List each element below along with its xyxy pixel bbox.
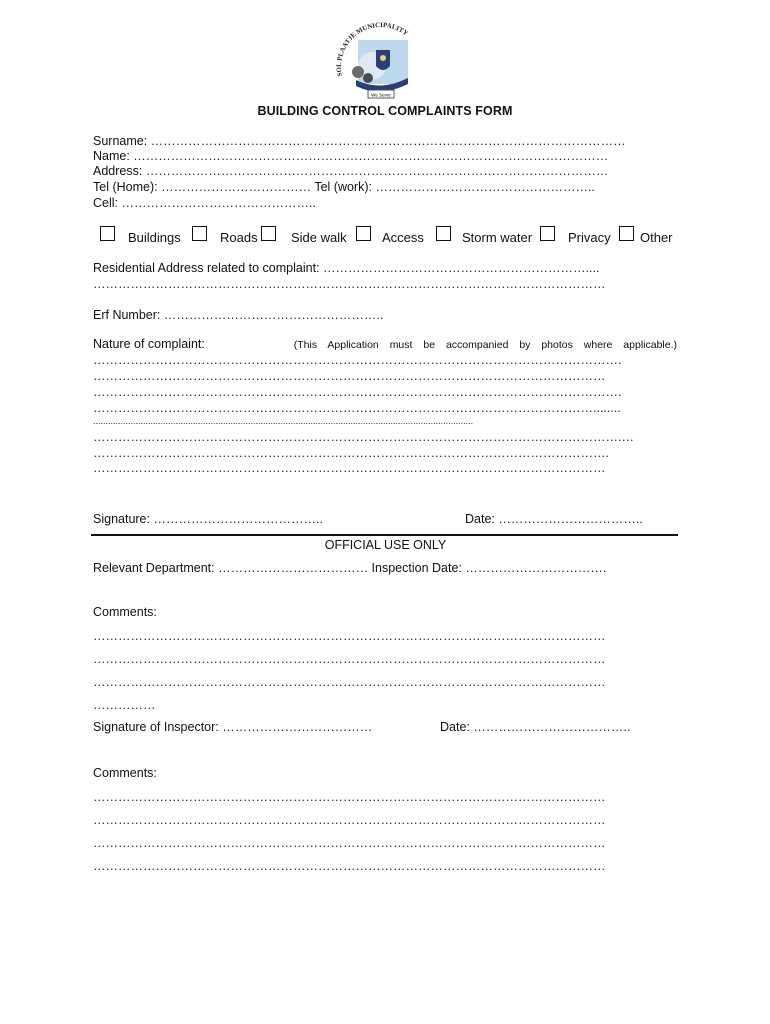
name-dots: ……………………………………………………………………………………………………	[133, 149, 609, 163]
nature-line[interactable]: ……………………………………………………………………………………………………………….	[93, 353, 622, 367]
erf-label: Erf Number:	[93, 308, 164, 322]
signature-dots: …………………………………..	[153, 512, 323, 526]
inspection-date-label: Inspection Date:	[371, 561, 466, 575]
official-row	[93, 561, 606, 575]
comment-line[interactable]: ……………	[93, 698, 156, 712]
tel-work-field[interactable]	[314, 180, 595, 194]
residential-address-field[interactable]	[93, 261, 599, 275]
relevant-department-field[interactable]	[93, 561, 372, 575]
tel-row	[93, 180, 595, 194]
name-label: Name:	[93, 149, 134, 163]
residential-label: Residential Address related to complaint:	[93, 261, 323, 275]
divider-line	[91, 534, 678, 536]
comment-line[interactable]: ……………………………………………………………………………………………………………	[93, 790, 606, 804]
tel-home-label: Tel (Home):	[93, 180, 162, 194]
date-dots: ……………………………..	[498, 512, 643, 526]
residential-dots: ………………………………………………………....	[323, 261, 600, 275]
nature-line[interactable]: ……………………………………………………………………………………………………………….	[93, 385, 622, 399]
inspector-signature-field[interactable]	[93, 720, 372, 734]
nature-line[interactable]: ……………………………………………………………………………………………………………	[93, 461, 606, 475]
nature-heading	[93, 337, 677, 352]
inspector-date-dots: ………………………………..	[473, 720, 631, 734]
name-field[interactable]	[93, 149, 608, 163]
municipality-logo	[328, 14, 432, 104]
surname-field[interactable]	[93, 134, 626, 148]
checkbox[interactable]	[261, 226, 276, 241]
official-use-heading: OFFICIAL USE ONLY	[324, 538, 447, 552]
comments-label: Comments:	[93, 605, 157, 619]
checkbox[interactable]	[192, 226, 207, 241]
tel-home-dots: ………………………………	[161, 180, 315, 194]
cell-field[interactable]	[93, 196, 316, 210]
inspection-date-dots: …………………………….	[465, 561, 607, 575]
address-label: Address:	[93, 164, 146, 178]
date-label: Date:	[465, 512, 499, 526]
relevant-department-dots: ………………………………	[218, 561, 372, 575]
signature-label: Signature:	[93, 512, 154, 526]
category-label: Access	[382, 230, 424, 245]
cell-dots: ………………………………………..	[121, 196, 316, 210]
checkbox[interactable]	[619, 226, 634, 241]
checkbox[interactable]	[100, 226, 115, 241]
erf-number-field[interactable]	[93, 308, 383, 322]
nature-line[interactable]: …………………………………………………………………………………………………………........	[93, 401, 621, 415]
residential-dots-2: ……………………………………………………………………………………………………………	[93, 277, 606, 291]
comment-line[interactable]: ……………………………………………………………………………………………………………	[93, 652, 606, 666]
logo-ribbon-text: We Serve	[371, 92, 391, 98]
nature-label: Nature of complaint:	[93, 337, 205, 351]
comment-line[interactable]: ……………………………………………………………………………………………………………	[93, 813, 606, 827]
inspector-signature-dots: ………………………………	[222, 720, 373, 734]
comments-label: Comments:	[93, 766, 157, 780]
category-label: Privacy	[568, 230, 611, 245]
nature-line[interactable]: ……………………………………………………………………………………………………………	[93, 369, 606, 383]
surname-dots: ……………………………………………………………………………………………………	[150, 134, 626, 148]
inspector-date-field[interactable]	[440, 720, 630, 734]
form-title: BUILDING CONTROL COMPLAINTS FORM	[257, 104, 513, 118]
comment-line[interactable]: ……………………………………………………………………………………………………………	[93, 836, 606, 850]
logo-arc-text: SOL PLAATJE MUNICIPALITY	[335, 21, 410, 77]
surname-label: Surname:	[93, 134, 151, 148]
nature-line[interactable]: ........................................................................................................................................................	[93, 416, 474, 426]
signature-field[interactable]	[93, 512, 323, 526]
tel-home-field[interactable]	[93, 180, 314, 194]
cell-label: Cell:	[93, 196, 122, 210]
checkbox[interactable]	[356, 226, 371, 241]
address-dots: …………………………………………………………………………………………………	[145, 164, 609, 178]
erf-dots: ……………………………………………..	[163, 308, 384, 322]
nature-line[interactable]: ……………………………………………………………………………………………………………….…	[93, 430, 634, 444]
category-label: Storm water	[462, 230, 533, 245]
checkbox[interactable]	[436, 226, 451, 241]
category-label: Buildings	[128, 230, 181, 245]
tel-work-dots: ……………………………………………..	[375, 180, 595, 194]
category-label: Roads	[220, 230, 258, 245]
checkbox[interactable]	[540, 226, 555, 241]
residential-address-line-2[interactable]	[93, 277, 606, 291]
inspection-date-field[interactable]	[372, 561, 607, 575]
category-label: Side walk	[291, 230, 347, 245]
tel-work-label: Tel (work):	[314, 180, 376, 194]
inspector-date-label: Date:	[440, 720, 474, 734]
relevant-department-label: Relevant Department:	[93, 561, 219, 575]
nature-line[interactable]: …………………………………………………………………………………………………………….	[93, 446, 609, 460]
comment-line[interactable]: ……………………………………………………………………………………………………………	[93, 629, 606, 643]
address-field[interactable]	[93, 164, 608, 178]
category-label: Other	[640, 230, 673, 245]
date-field[interactable]	[465, 512, 643, 526]
inspector-signature-label: Signature of Inspector:	[93, 720, 223, 734]
nature-note: (This Application must be accompanied by photos where applicable.)	[293, 339, 677, 351]
comment-line[interactable]: ……………………………………………………………………………………………………………	[93, 675, 606, 689]
comment-line[interactable]: ……………………………………………………………………………………………………………	[93, 859, 606, 873]
